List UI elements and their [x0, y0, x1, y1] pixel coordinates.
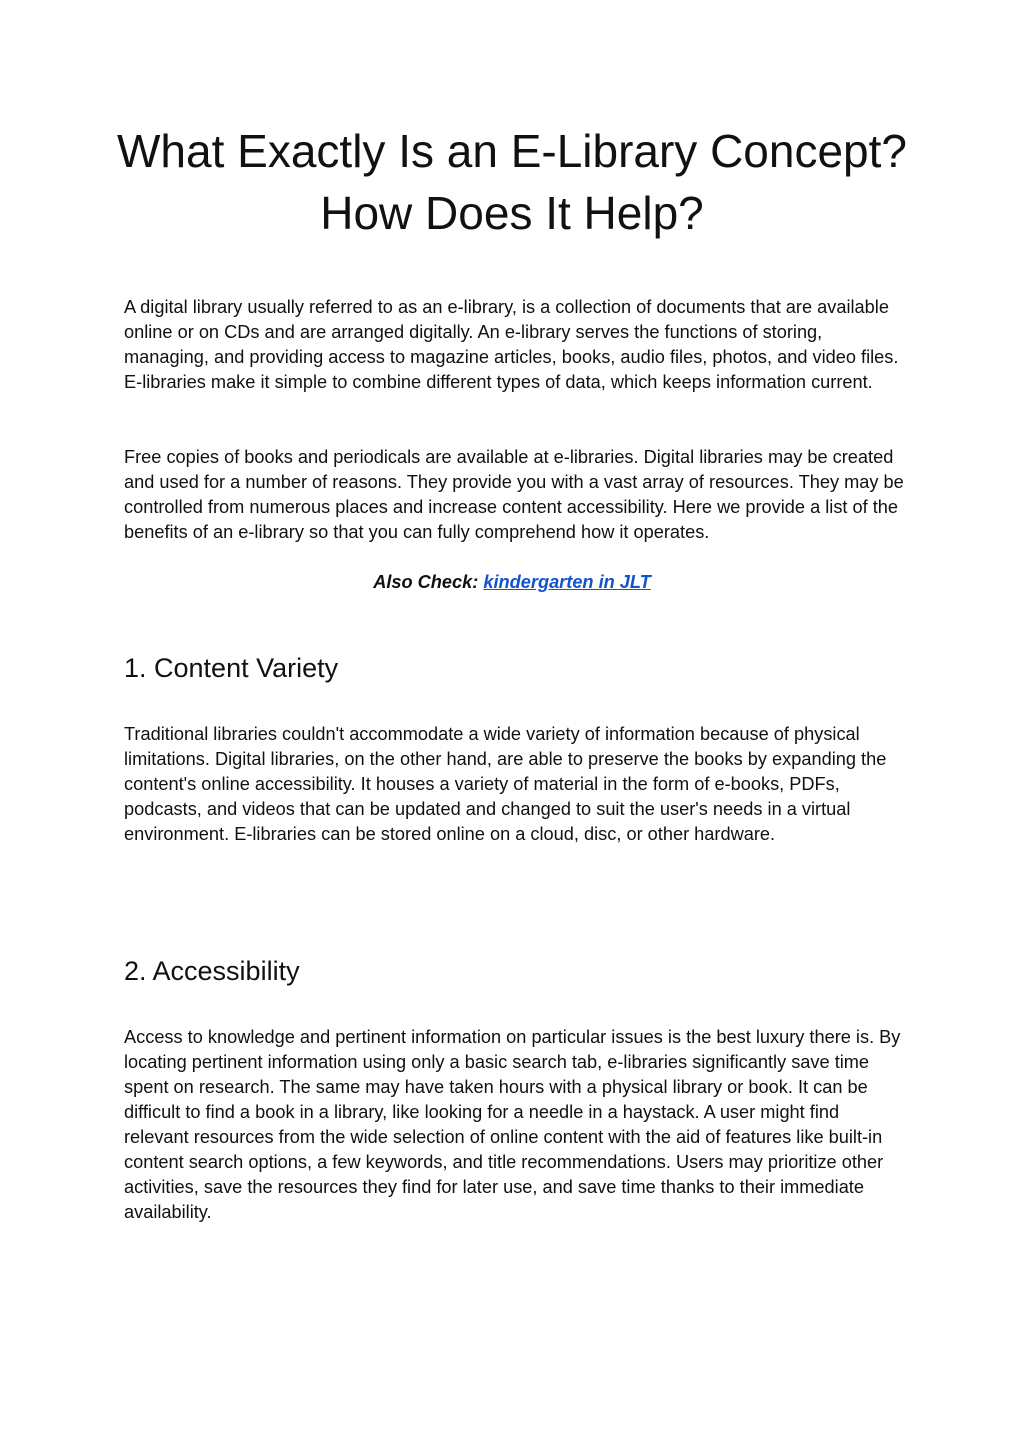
intro-paragraph-1: A digital library usually referred to as an e-library, is a collection of documents that are available online or on CDs and are arranged digitally. An e-library serves the functions of storing, managing, and providing access to magazine articles, books, audio files, photos, and video files. E-libraries make it simple to combine different types of data, which keeps information current.: [124, 297, 899, 392]
page-title-line-1: What Exactly Is an E-Library Concept?: [117, 125, 907, 177]
page-title: [0, 120, 1024, 244]
section-heading-accessibility: 2. Accessibility: [124, 956, 300, 986]
kindergarten-link[interactable]: kindergarten in JLT: [483, 572, 651, 592]
section-body-content-variety: Traditional libraries couldn't accommodate a wide variety of information because of physical limitations. Digital libraries, on the other hand, are able to preserve the books by expanding the content's online accessibility. It houses a variety of material in the form of e-books, PDFs, podcasts, and videos that can be updated and changed to suit the user's needs in a virtual environment. E-libraries can be stored online on a cloud, disc, or other hardware.: [124, 724, 887, 844]
section-heading-content-variety: 1. Content Variety: [124, 653, 339, 683]
also-check-line: [0, 570, 1024, 595]
page-title-line-2: How Does It Help?: [320, 187, 704, 239]
also-check-label: Also Check:: [373, 572, 479, 592]
intro-paragraph-2: Free copies of books and periodicals are available at e-libraries. Digital libraries may be created and used for a number of reasons. They provide you with a vast array of resources. They may be controlled from numerous places and increase content accessibility. Here we provide a list of the benefits of an e-library so that you can fully comprehend how it operates.: [124, 447, 904, 542]
section-body-accessibility: Access to knowledge and pertinent information on particular issues is the best luxury there is. By locating pertinent information using only a basic search tab, e-libraries significantly save time spent on research. The same may have taken hours with a physical library or book. It can be difficult to find a book in a library, like looking for a needle in a haystack. A user might find relevant resources from the wide selection of online content with the aid of features like built-in content search options, a few keywords, and title recommendations. Users may prioritize other activities, save the resources they find for later use, and save time thanks to their immediate availability.: [124, 1027, 901, 1222]
